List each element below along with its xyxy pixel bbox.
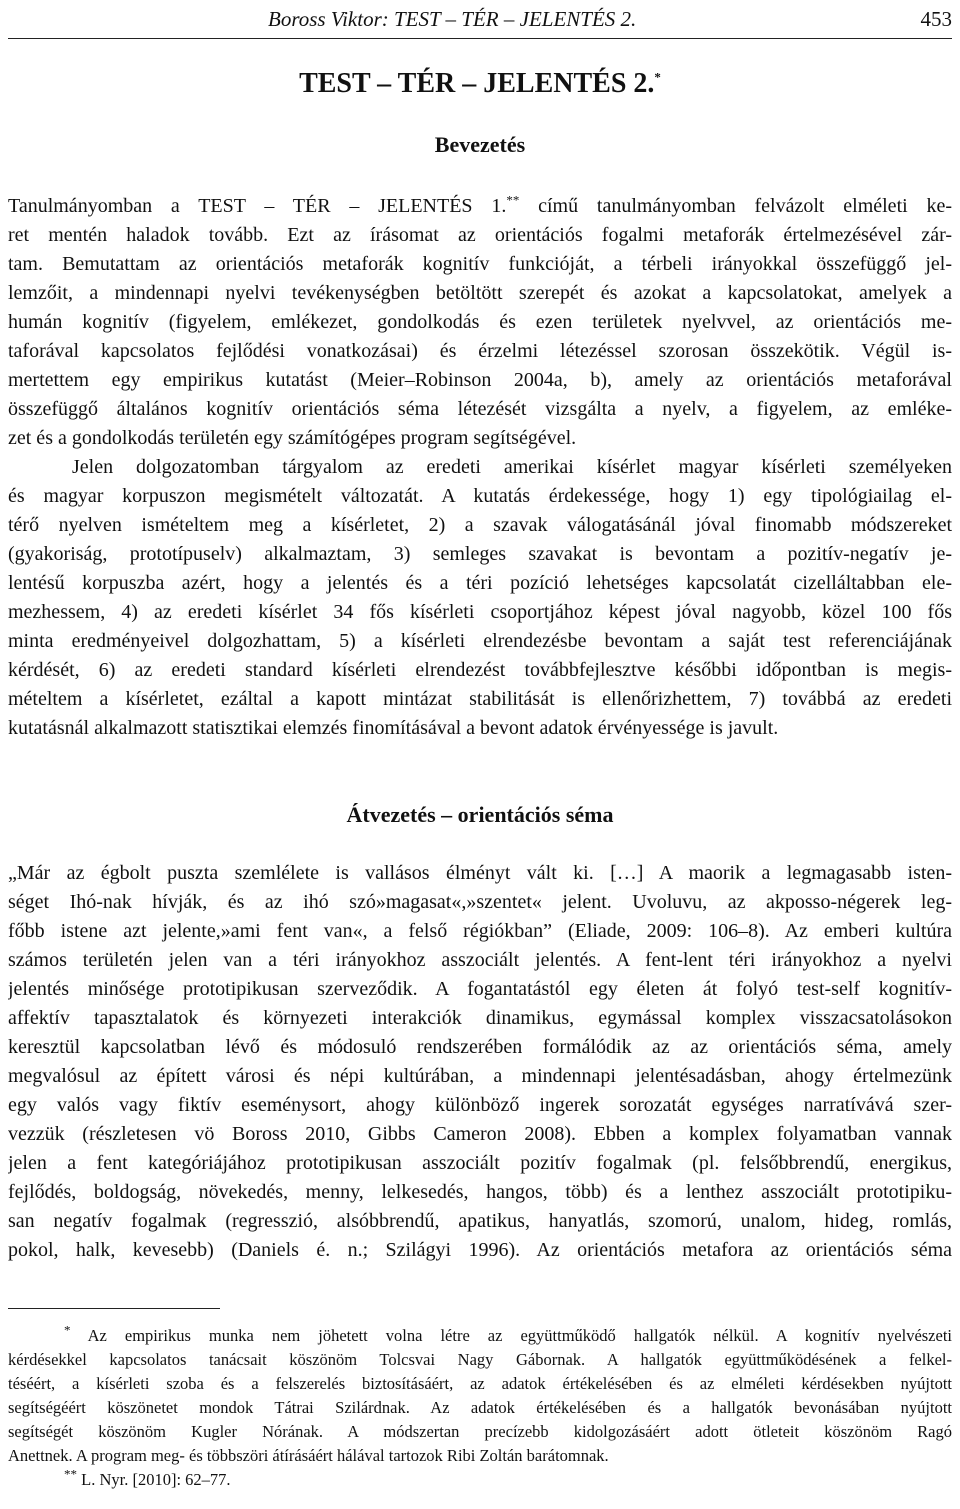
paragraph-line: humán kognitív (figyelem, emlékezet, gondolkodás és ezen területek nyelvvel, az orientációs me- [8,311,952,333]
paragraph-line: jelentés minősége prototipikusan szerveződik. A fogantatástól egy életen át folyó test-self kognitív- [8,978,952,1000]
paragraph-line: megvalósul az épített városi és népi kultúrában, a mindennapi jelentésadásban, ahogy értelmezünk [8,1065,952,1087]
paragraph-line: mertettem egy empirikus kutatást (Meier–Robinson 2004a, b), amely az orientációs metaforával [8,369,952,391]
paragraph-2 [8,453,952,743]
paragraph-line: és magyar korpuszon megismételt változatát. A kutatás érdekessége, hogy 1) egy tipológiailag el- [8,485,952,507]
article-title [0,66,960,102]
footnote-line: kérdésekkel kapcsolatos tanácsait köszönöm Tolcsvai Nagy Gábornak. A hallgatók együttműködésének a felkel- [8,1350,952,1369]
section-heading-introduction: Bevezetés [434,132,526,157]
paragraph-line: mezhessem, 4) az eredeti kísérlet 34 fős kísérleti csoportjához képest jóval nagyobb, közel 100 fős [8,601,952,623]
section-heading-orientation-schema: Átvezetés – orientációs séma [346,802,614,827]
paragraph-line: ret mentén haladok tovább. Ezt az írásomat az orientációs fogalmi metaforák értelmezésével zár- [8,224,952,246]
article-title-text: TEST – TÉR – JELENTÉS 2. [299,68,655,99]
running-header [8,4,952,34]
paragraph-line: lemzőit, a mindennapi nyelvi tevékenységben betöltött szerepét és azokat a kapcsolatokat, amelyek a [8,282,952,304]
paragraph-line: affektív tapasztalatok és környezeti interakciók dinamikus, egymással komplex visszacsatolásokon [8,1007,952,1029]
running-header-title: Boross Viktor: TEST – TÉR – JELENTÉS 2. [268,7,637,31]
page-number: 453 [920,7,952,31]
footnote-line: * Az empirikus munka nem jöhetett volna létre az együttműködő hallgatók nélkül. A kognitív nyelvészeti [64,1324,952,1345]
footnote-line: ** L. Nyr. [2010]: 62–77. [64,1468,231,1489]
paragraph-line: (gyakoriság, prototípuselv) alkalmaztam, 3) semleges szavakat is bevontam a pozitív-negatív je- [8,543,952,565]
paragraph-line: mételtem a kísérletet, ezáltal a kapott mintázat stabilitását is ellenőrizhettem, 7) továbbá az eredeti [8,688,952,710]
footnote-ref-mark[interactable]: ** [506,192,520,208]
paragraph-line: taforával kapcsolatos fejlődési vonatkozásai) és érzelmi létezéssel szorosan összekötik. Végül is- [8,340,952,362]
paragraph-1 [8,192,952,453]
paragraph-line: fejlődés, boldogság, növekedés, menny, lelkesedés, hangos, több) és a lenthez asszociált prototipiku- [8,1181,952,1203]
paragraph-line: Tanulmányomban a TEST – TÉR – JELENTÉS 1.** című tanulmányomban felvázolt elméleti ke- [8,192,952,217]
paragraph-line: keresztül kapcsolatban lévő és módosuló rendszerében formálódik az az orientációs séma, amely [8,1036,952,1058]
header-rule [8,38,952,39]
paragraph-line: számos területén jelen van a téri irányokhoz asszociált jelentés. A fent-lent téri irányokhoz a nyelvi [8,949,952,971]
paragraph-line: összefüggő általános kognitív orientációs séma létezését vizsgálta a nyelv, a figyelem, az emléke- [8,398,952,420]
paragraph-line: egy valós vagy fiktív eseménysort, ahogy különböző ingerek sorozatát egységes narratívává szer- [8,1094,952,1116]
paragraph-line: térő nyelven ismételtem meg a kísérletet, 2) a szavak válogatásánál jóval finomabb módszereket [8,514,952,536]
paragraph-line: főbb istene azt jelente,»ami fent van«, a felső régiókban” (Eliade, 2009: 106–8). Az emberi kultúra [8,920,952,942]
footnote-mark: * [64,1324,71,1338]
paragraph-line: zet és a gondolkodás területén egy számítógépes program segítségével. [8,427,577,449]
paragraph-line: tam. Bemutattam az orientációs metaforák kognitív funkcióját, a térbeli irányokkal összefüggő jel- [8,253,952,275]
footnote-1 [8,1324,952,1468]
paragraph-line: san negatív fogalmak (regresszió, alsóbbrendű, apatikus, hanyatlás, szomorú, unalom, hideg, romlás, [8,1210,952,1232]
paragraph-line: kutatásnál alkalmazott statisztikai elemzés finomításával a bevont adatok érvényessége is javult. [8,717,779,739]
paragraph-line: jelen a fent kategóriájához prototipikusan asszociált pozitív fogalmak (pl. felsőbbrendű, energikus, [8,1152,952,1174]
footnote-line: Anettnek. A program meg- és többszöri átírásáért hálával tartozok Ribi Zoltán barátomnak. [8,1446,609,1465]
footnote-mark: ** [64,1468,77,1482]
paragraph-line: kérdését, 6) az eredeti standard kísérleti elrendezést továbbfejlesztve későbbi időpontban is megis- [8,659,952,681]
paragraph-line: vezzük (részletesen vö Boross 2010, Gibbs Cameron 2008). Ebben a komplex folyamatban vannak [8,1123,952,1145]
footnote-rule [8,1308,220,1309]
paragraph-3 [8,859,952,1265]
paragraph-line: pokol, halk, kevesebb) (Daniels é. n.; Szilágyi 1996). Az orientációs metafora az orientációs séma [8,1239,952,1261]
footnote-line: téséért, a kísérleti szoba és a felszerelés biztosításáért, az adatok értékelésében és az elméleti kérdésekben nyújtott [8,1374,952,1393]
footnote-line: segítségéért köszönetet mondok Tátrai Szilárdnak. Az adatok értékelésében és a hallgatók bevonásában nyújtott [8,1398,952,1417]
paragraph-line: „Már az égbolt puszta szemlélete is vallásos élményt vált ki. […] A maorik a legmagasabb isten- [8,862,952,884]
footnote-line: segítségét köszönöm Kugler Nórának. A módszertan precízebb kidolgozásáért adott ötleteit köszönöm Ragó [8,1422,952,1441]
paragraph-line: séget Ihó-nak hívják, és az ihó szó»magasat«,»szentet« jelent. Uvoluvu, az akposso-négerek leg- [8,891,952,913]
footnote-2 [8,1468,952,1492]
paragraph-line: lentésű korpuszba azért, hogy a jelentés és a téri pozíció lehetséges kapcsolatát cizelláltabban ele- [8,572,952,594]
title-footnote-mark[interactable]: * [654,69,661,85]
paragraph-line: minta eredményeivel dolgozhattam, 5) a kísérleti elrendezésbe bevontam a saját test referenciájának [8,630,952,652]
paragraph-line: Jelen dolgozatomban tárgyalom az eredeti amerikai kísérlet magyar kísérleti személyeken [72,456,952,478]
